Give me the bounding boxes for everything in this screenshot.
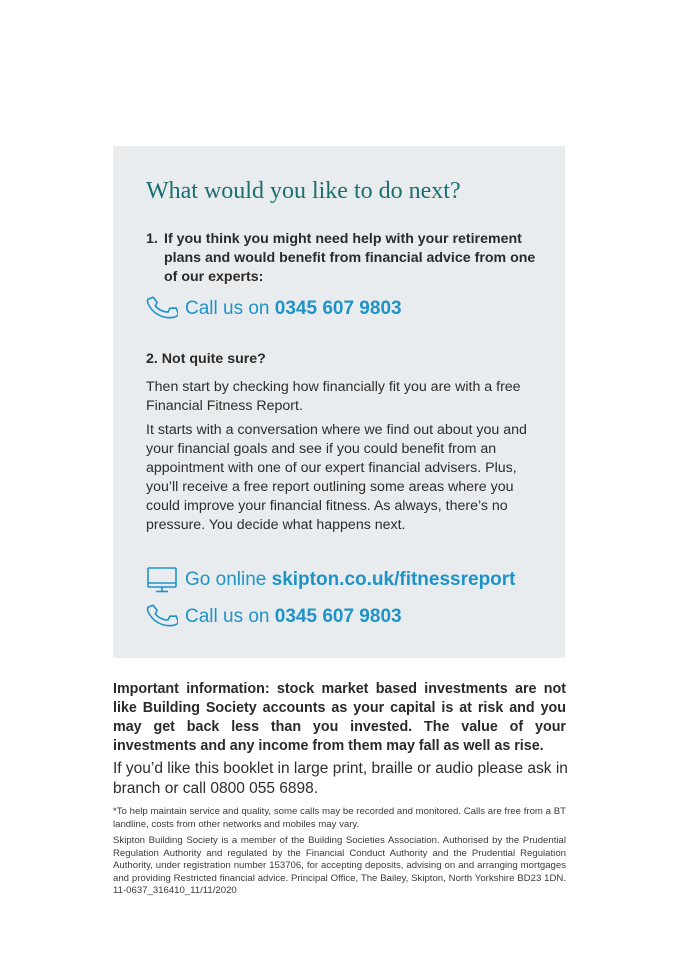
phone-icon: [146, 294, 178, 324]
important-information: Important information: stock market based investments are not like Building Society accounts as your capital is at risk and you may get back less than you invested. The value of your investments and any income from them may fall as well as rise.: [113, 681, 566, 754]
call-row-2[interactable]: [146, 602, 402, 632]
online-row[interactable]: [146, 565, 516, 595]
question-1: [146, 230, 541, 287]
question-2-number: 2.: [146, 351, 158, 367]
computer-icon: [146, 565, 178, 595]
phone-number-link-1[interactable]: 0345 607 9803: [274, 298, 402, 319]
question-1-number: 1.: [146, 231, 158, 247]
call-row-1[interactable]: [146, 294, 402, 324]
call-text-2: [185, 606, 402, 628]
fitness-report-link[interactable]: skipton.co.uk/fitnessreport: [271, 569, 516, 590]
phone-number-link-2[interactable]: 0345 607 9803: [274, 606, 402, 627]
legal-disclaimer: Skipton Building Society is a member of the Building Societies Association. Authorised by the Prudential Regulation Authority and regulated by the Financial Conduct Authority and the Prudential Regulation Authority, under registration number 153706, for accepting deposits, advising on and arranging mortgages and providing Restricted financial advice. Principal Office, The Bailey, Skipton, North Yorkshire BD23 1DN. 11-0637_316410_11/11/2020: [113, 835, 566, 896]
next-steps-panel: [113, 146, 565, 658]
phone-icon: [146, 602, 178, 632]
panel-heading: What would you like to do next?: [146, 178, 461, 204]
call-prefix-1: Call us on: [185, 298, 270, 319]
question-2-text: Not quite sure?: [161, 351, 266, 367]
question-1-text: If you think you might need help with your retirement plans and would benefit from financial advice from one of our experts:: [164, 231, 536, 285]
call-prefix-2: Call us on: [185, 606, 270, 627]
paragraph-conversation: It starts with a conversation where we find out about you and your financial goals and see if you could benefit from an appointment with one of our expert financial advisers. Plus, you’ll receive a free report outlining some areas where you could improve your financial fitness. As always, there’s no pressure. You decide what happens next.: [146, 422, 527, 533]
question-2: [146, 351, 266, 367]
large-print-notice: If you’d like this booklet in large print, braille or audio please ask in branch or call 0800 055 6898.: [113, 760, 568, 797]
online-text: [185, 569, 516, 591]
call-text-1: [185, 298, 402, 320]
online-prefix: Go online: [185, 569, 267, 590]
paragraph-financial-fitness: Then start by checking how financially fit you are with a free Financial Fitness Report.: [146, 379, 521, 414]
call-recording-footnote: *To help maintain service and quality, some calls may be recorded and monitored. Calls are free from a BT landline, costs from other networks and mobiles may vary.: [113, 806, 566, 830]
